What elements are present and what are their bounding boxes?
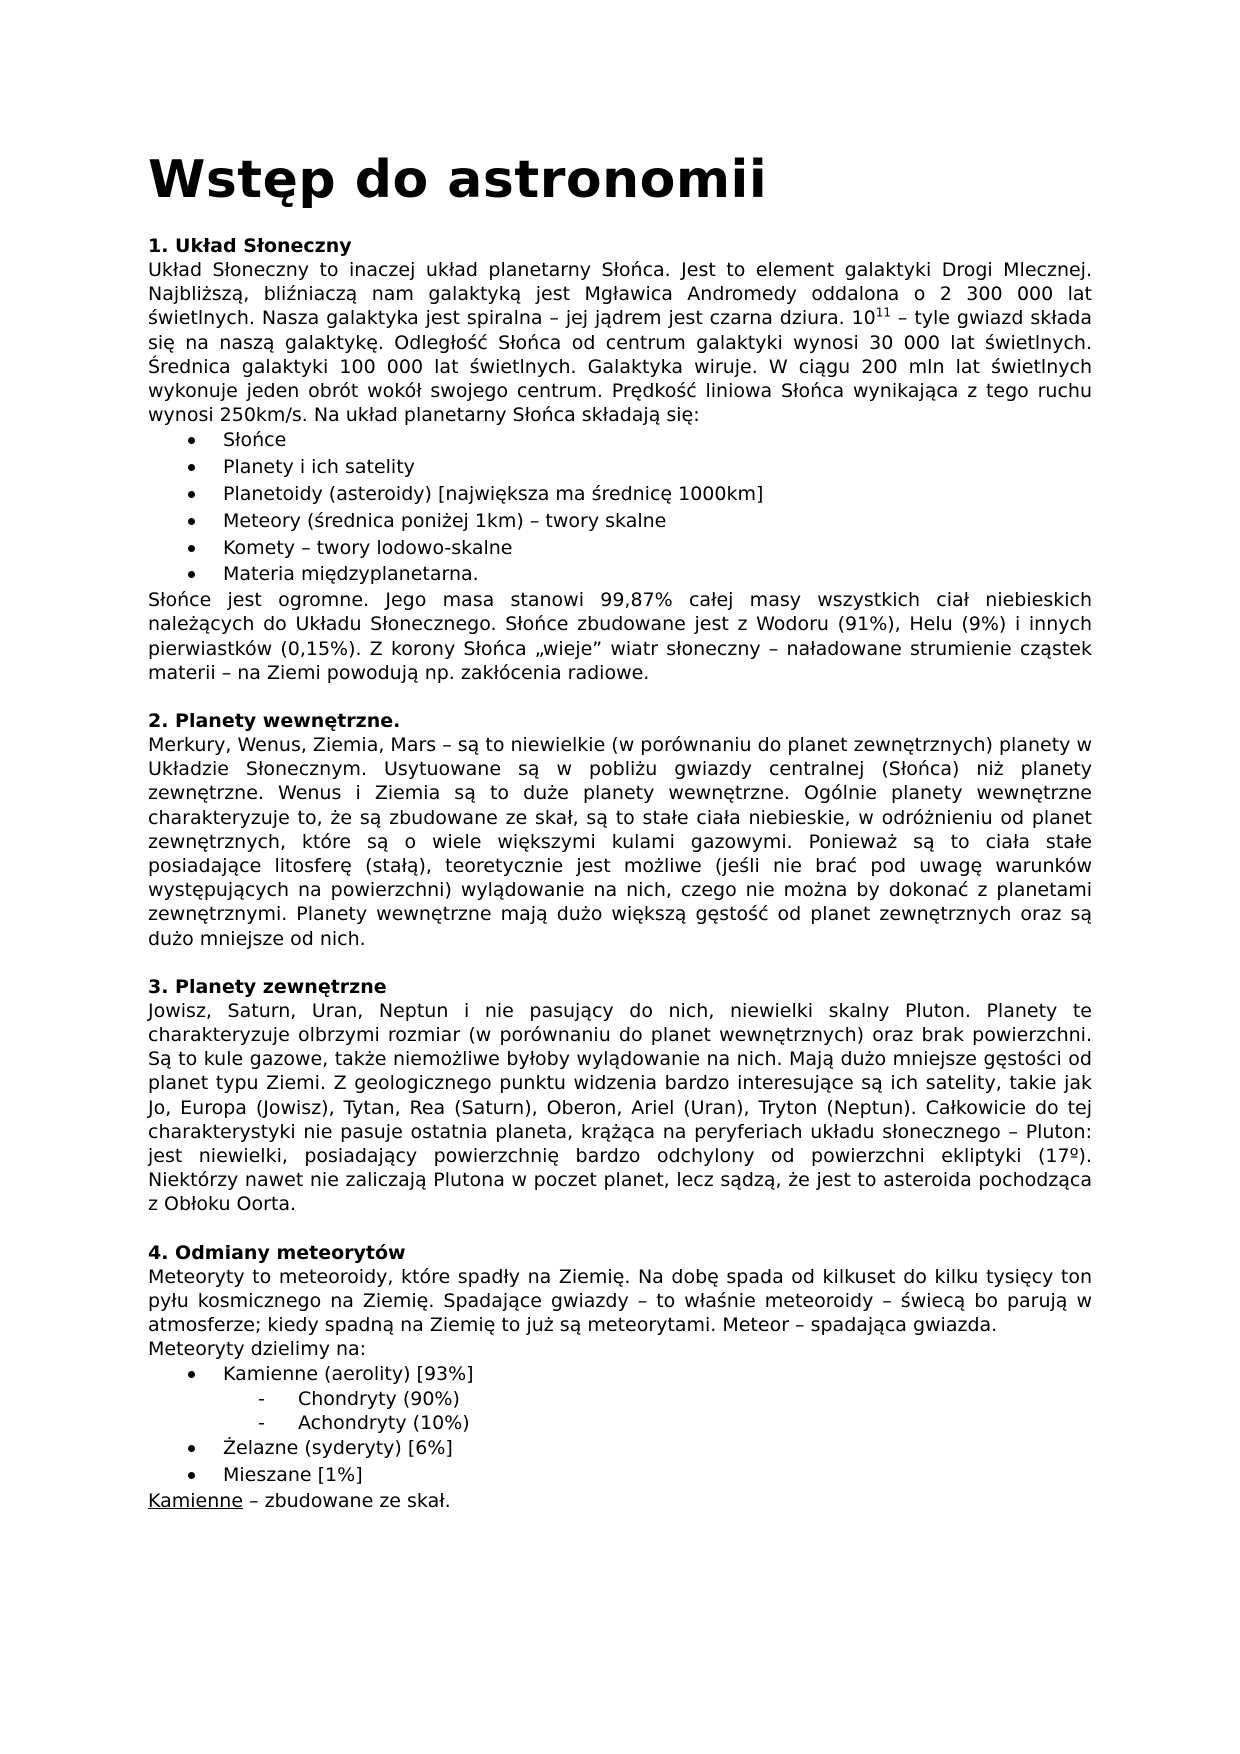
paragraph: Meteoryty dzielimy na:	[148, 1338, 367, 1361]
list-item	[148, 427, 1092, 454]
list-item-text: Mieszane [1%]	[223, 1464, 363, 1487]
paragraph	[148, 1489, 1092, 1513]
section-heading: 1. Układ Słoneczny	[148, 235, 352, 257]
list-item-text: Planety i ich satelity	[223, 456, 415, 479]
section-odmiany-meteorytow	[148, 1241, 1092, 1513]
list-item-text: Chondryty (90%)	[298, 1388, 460, 1411]
bullet-icon	[188, 518, 195, 525]
bullet-icon	[188, 1472, 195, 1479]
document-page	[148, 140, 1092, 1537]
paragraph-text: – tyle gwiazd składa się na naszą galaktykę. Odległość Słońca od centrum galaktyki wynosi 30 000 lat świetlnych. Średnica galaktyki 100 000 lat świetlnych. Galaktyka wiruje. W ciągu 200 mln lat świetlnych wykonuje jeden obrót wokół swojego centrum. Prędkość liniowa Słońca wynikająca z tego ruchu wynosi 250km/s. Na układ planetarny Słońca składają się:	[148, 307, 1092, 427]
dash-list	[148, 1388, 1092, 1435]
document-title: Wstęp do astronomii	[148, 150, 768, 210]
paragraph: Słońce jest ogromne. Jego masa stanowi 99,87% całej masy wszystkich ciał niebieskich należących do Układu Słonecznego. Słońce zbudowane jest z Wodoru (91%), Helu (9%) i innych pierwiastków (0,15%). Z korony Słońca „wieje” wiatr słoneczny – naładowane strumienie cząstek materii – na Ziemi powodują np. zakłócenia radiowe.	[148, 589, 1092, 684]
paragraph: Jowisz, Saturn, Uran, Neptun i nie pasujący do nich, niewielki skalny Pluton. Planety te charakteryzuje olbrzymi rozmiar (w porównaniu do planet wewnętrznych) oraz brak powierzchni. Są to kule gazowe, także niemożliwe byłoby wylądowanie na nich. Mają dużo mniejsze gęstości od planet typu Ziemi. Z geologicznego punktu widzenia bardzo interesujące są ich satelity, takie jak Jo, Europa (Jowisz), Tytan, Rea (Saturn), Oberon, Ariel (Uran), Tryton (Neptun). Całkowicie do tej charakterystyki nie pasuje ostatnia planeta, krążąca na peryferiach układu słonecznego – Pluton: jest niewielki, posiadający powierzchnię bardzo odchylony od powierzchni ekliptyki (17º). Niektórzy nawet nie zaliczają Plutona w poczet planet, lecz sądzą, że jest to asteroida pochodząca z Obłoku Oorta.	[148, 999, 1092, 1216]
section-heading: 4. Odmiany meteorytów	[148, 1241, 406, 1264]
bullet-list	[148, 1361, 1092, 1388]
list-item	[148, 454, 1092, 481]
list-item	[148, 561, 1092, 588]
list-item-text: Materia międzyplanetarna.	[223, 563, 479, 586]
dash-icon: -	[258, 1411, 265, 1434]
bullet-list	[148, 1435, 1092, 1489]
section-planety-zewnetrzne	[148, 975, 1092, 1217]
list-item-text: Żelazne (syderyty) [6%]	[223, 1437, 453, 1460]
section-heading: 3. Planety zewnętrzne	[148, 975, 387, 998]
section-heading: 2. Planety wewnętrzne.	[148, 710, 401, 733]
paragraph-text: Układ Słoneczny to inaczej układ planetarny Słońca. Jest to element galaktyki Drogi Mlecznej. Najbliższą, bliźniaczą nam galaktyką jest Mgławica Andromedy oddalona o 2 300 000 lat świetlnych. Nasza galaktyka jest spiralna – jej jądrem jest czarna dziura. 10	[148, 259, 1092, 330]
paragraph: Merkury, Wenus, Ziemia, Mars – są to niewielkie (w porównaniu do planet zewnętrznych) planety w Układzie Słonecznym. Usytuowane są w pobliżu gwiazdy centralnej (Słońca) niż planety zewnętrzne. Wenus i Ziemia są to duże planety wewnętrzne. Ogólnie planety wewnętrzne charakteryzuje to, że są zbudowane ze skał, są to stałe ciała niebieskie, w odróżnieniu od planet zewnętrznych, które są o wiele większymi kulami gazowymi. Ponieważ są to ciała stałe posiadające litosferę (stałą), teoretycznie jest możliwe (jeśli nie brać pod uwagę warunków występujących na powierzchni) wylądowanie na nich, czego nie można by dokonać z planetami zewnętrznymi. Planety wewnętrzne mają dużo większą gęstość od planet zewnętrznych oraz są dużo mniejsze od nich.	[148, 734, 1092, 950]
list-item	[148, 535, 1092, 562]
sub-list-item	[148, 1388, 1092, 1412]
list-item	[148, 1462, 1092, 1489]
paragraph-text: – zbudowane ze skał.	[243, 1489, 451, 1512]
list-item-text: Planetoidy (asteroidy) [największa ma średnicę 1000km]	[223, 483, 764, 506]
bullet-icon	[188, 491, 195, 498]
bullet-icon	[188, 571, 195, 578]
bullet-icon	[188, 437, 195, 444]
bullet-list	[148, 427, 1092, 588]
section-uklad-sloneczny	[148, 234, 1092, 685]
term-underlined: Kamienne	[148, 1489, 244, 1512]
bullet-icon	[188, 1445, 195, 1452]
list-item-text: Kamienne (aerolity) [93%]	[223, 1363, 474, 1386]
list-item-text: Achondryty (10%)	[298, 1411, 470, 1434]
superscript: 11	[875, 306, 892, 321]
list-item-text: Słońce	[223, 429, 287, 452]
bullet-icon	[188, 464, 195, 471]
paragraph	[148, 258, 1092, 427]
sub-list-item	[148, 1412, 1092, 1436]
list-item	[148, 1361, 1092, 1388]
section-planety-wewnetrzne	[148, 709, 1092, 951]
list-item	[148, 508, 1092, 535]
dash-icon: -	[258, 1388, 265, 1411]
bullet-icon	[188, 1371, 195, 1378]
list-item-text: Komety – twory lodowo-skalne	[223, 536, 513, 559]
paragraph: Meteoryty to meteoroidy, które spadły na Ziemię. Na dobę spada od kilkuset do kilku tysięcy ton pyłu kosmicznego na Ziemię. Spadające gwiazdy – to właśnie meteoroidy – świecą bo parują w atmosferze; kiedy spadną na Ziemię to już są meteorytami. Meteor – spadająca gwiazda.	[148, 1265, 1092, 1337]
list-item-text: Meteory (średnica poniżej 1km) – twory skalne	[223, 509, 667, 532]
bullet-icon	[188, 545, 195, 552]
list-item	[148, 1435, 1092, 1462]
list-item	[148, 481, 1092, 508]
